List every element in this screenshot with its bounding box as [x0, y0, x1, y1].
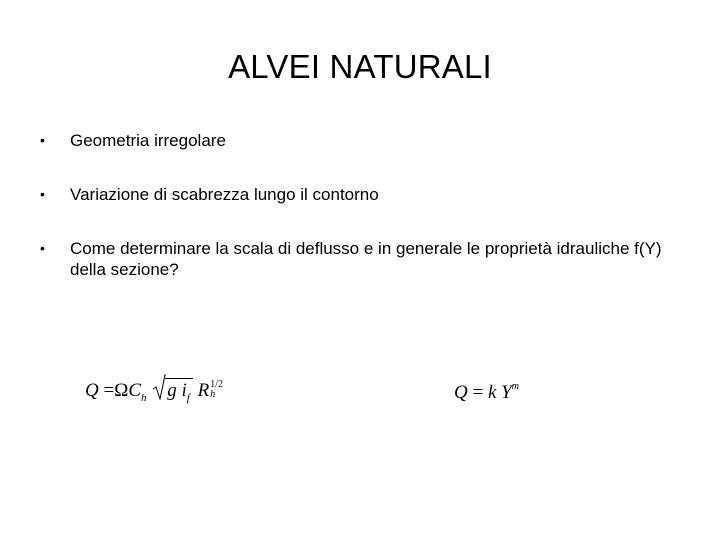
- bullet-text: Geometria irregolare: [70, 131, 226, 150]
- bullet-mark: •: [40, 240, 45, 256]
- square-root-body: [165, 378, 193, 404]
- formula-symbol-omega: Ω: [114, 380, 129, 401]
- bullet-item: [40, 130, 680, 151]
- square-root: [153, 378, 193, 404]
- formula-symbol-i: i: [181, 380, 187, 401]
- formula-symbol-c: C: [128, 380, 142, 401]
- formula-equals: =: [472, 382, 484, 403]
- formula-symbol-q: Q: [454, 382, 468, 403]
- chezy-formula: [85, 378, 223, 402]
- formula-symbol-q: Q: [85, 380, 99, 401]
- formula-equals: =: [103, 380, 115, 401]
- bullet-mark: •: [40, 132, 45, 148]
- formula-subscript-h: h: [210, 388, 216, 400]
- formula-superscript-half: 1/2: [210, 378, 223, 390]
- formula-symbol-g: g: [167, 380, 177, 401]
- slide-title: ALVEI NATURALI: [228, 48, 492, 85]
- formula-symbol-k: k: [487, 382, 497, 403]
- bullet-mark: •: [40, 186, 45, 202]
- formula-subscript-h: h: [141, 392, 147, 404]
- bullet-item: [40, 238, 680, 280]
- formula-r-scripts: [210, 380, 223, 400]
- bullet-item: [40, 184, 680, 205]
- bullet-list: [40, 130, 680, 313]
- bullet-text: Come determinare la scala di deflusso e in generale le proprietà idrauliche f(Y) della sezione?: [70, 239, 662, 279]
- formula-subscript-f: f: [186, 392, 190, 404]
- rating-curve-formula: [454, 383, 519, 402]
- formula-symbol-y: Y: [501, 382, 512, 403]
- radical-sign-icon: [153, 374, 166, 400]
- bullet-text: Variazione di scabrezza lungo il contorno: [70, 185, 379, 204]
- formula-symbol-r: R: [197, 380, 210, 401]
- formula-superscript-m: m: [511, 381, 519, 392]
